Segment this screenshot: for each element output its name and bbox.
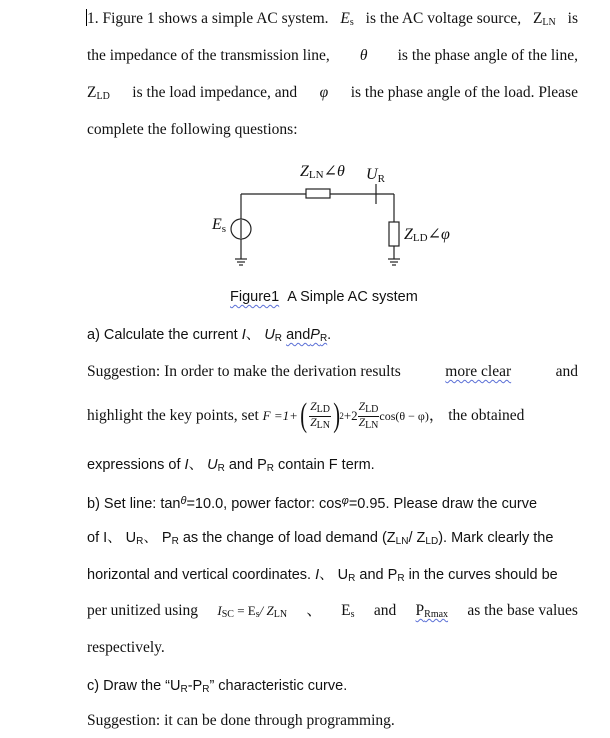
label-ur: UR: [366, 166, 385, 185]
line-impedance-resistor: [306, 189, 330, 198]
question-c-heading: c) Draw the “$U_R-P_R$” characteristic curve.: [87, 678, 348, 695]
question-a-expressions: expressions of I、 $U_R$ and $P_R$ contain F term.: [87, 457, 375, 474]
intro-line-3: $Z_{LD}$ is the load impedance, and φ is the phase angle of the load. Please: [87, 84, 578, 102]
question-b-line-1: b) Set line: $\tan^\theta=10.0$, power factor: $\cos^\varphi=0.95$. Please draw the curve: [87, 495, 538, 512]
question-b-line-2: of I、 $U_R$、 $P_R$ as the change of load demand ($Z_{LN}/$ $Z_{LD}$). Mark clearly the: [87, 530, 554, 547]
question-a-formula-line: highlight the key points, set F =1+ ( $\frac{Z_{LD}}{Z_{LN}}$ ) 2 +2 $\frac{Z_{LD}}{Z_{LN}}$ cos(θ − φ) ， the obtained: [87, 397, 525, 434]
question-a-suggestion: Suggestion: In order to make the derivation results more clear and: [87, 363, 578, 380]
question-b-line-4: per unitized using $I_{SC} = E_s/$ $Z_{LN}$ 、 $E_s$ and $P_{Rmax}$ as the base values: [87, 602, 578, 620]
question-b-line-5: respectively.: [87, 639, 165, 656]
question-a-heading: a) Calculate the current I、 $U_R$ andP$_R$.: [87, 327, 332, 344]
intro-line-2: the impedance of the transmission line, θ is the phase angle of the line,: [87, 47, 578, 64]
label-zld: ZLD∠φ: [404, 226, 450, 244]
circuit-diagram: [200, 152, 450, 277]
question-c-suggestion: Suggestion: it can be done through programming.: [87, 712, 395, 729]
intro-line-4: complete the following questions:: [87, 121, 298, 138]
intro-line-1: 1. Figure 1 shows a simple AC system. $E_s$ is the AC voltage source, $Z_{LN}$ is: [87, 10, 578, 28]
label-es: Es: [212, 216, 227, 235]
f-formula: F =1+ ( $\frac{Z_{LD}}{Z_{LN}}$ ) 2 +2 $\frac{Z_{LD}}{Z_{LN}}$ cos(θ − φ): [262, 397, 429, 434]
load-impedance-resistor: [389, 222, 399, 246]
question-b-line-3: horizontal and vertical coordinates. I、 $U_R$ and $P_R$ in the curves should be: [87, 567, 558, 584]
label-zln: ZLN∠θ: [300, 163, 345, 181]
figure-caption: Figure1 A Simple AC system: [230, 289, 418, 305]
